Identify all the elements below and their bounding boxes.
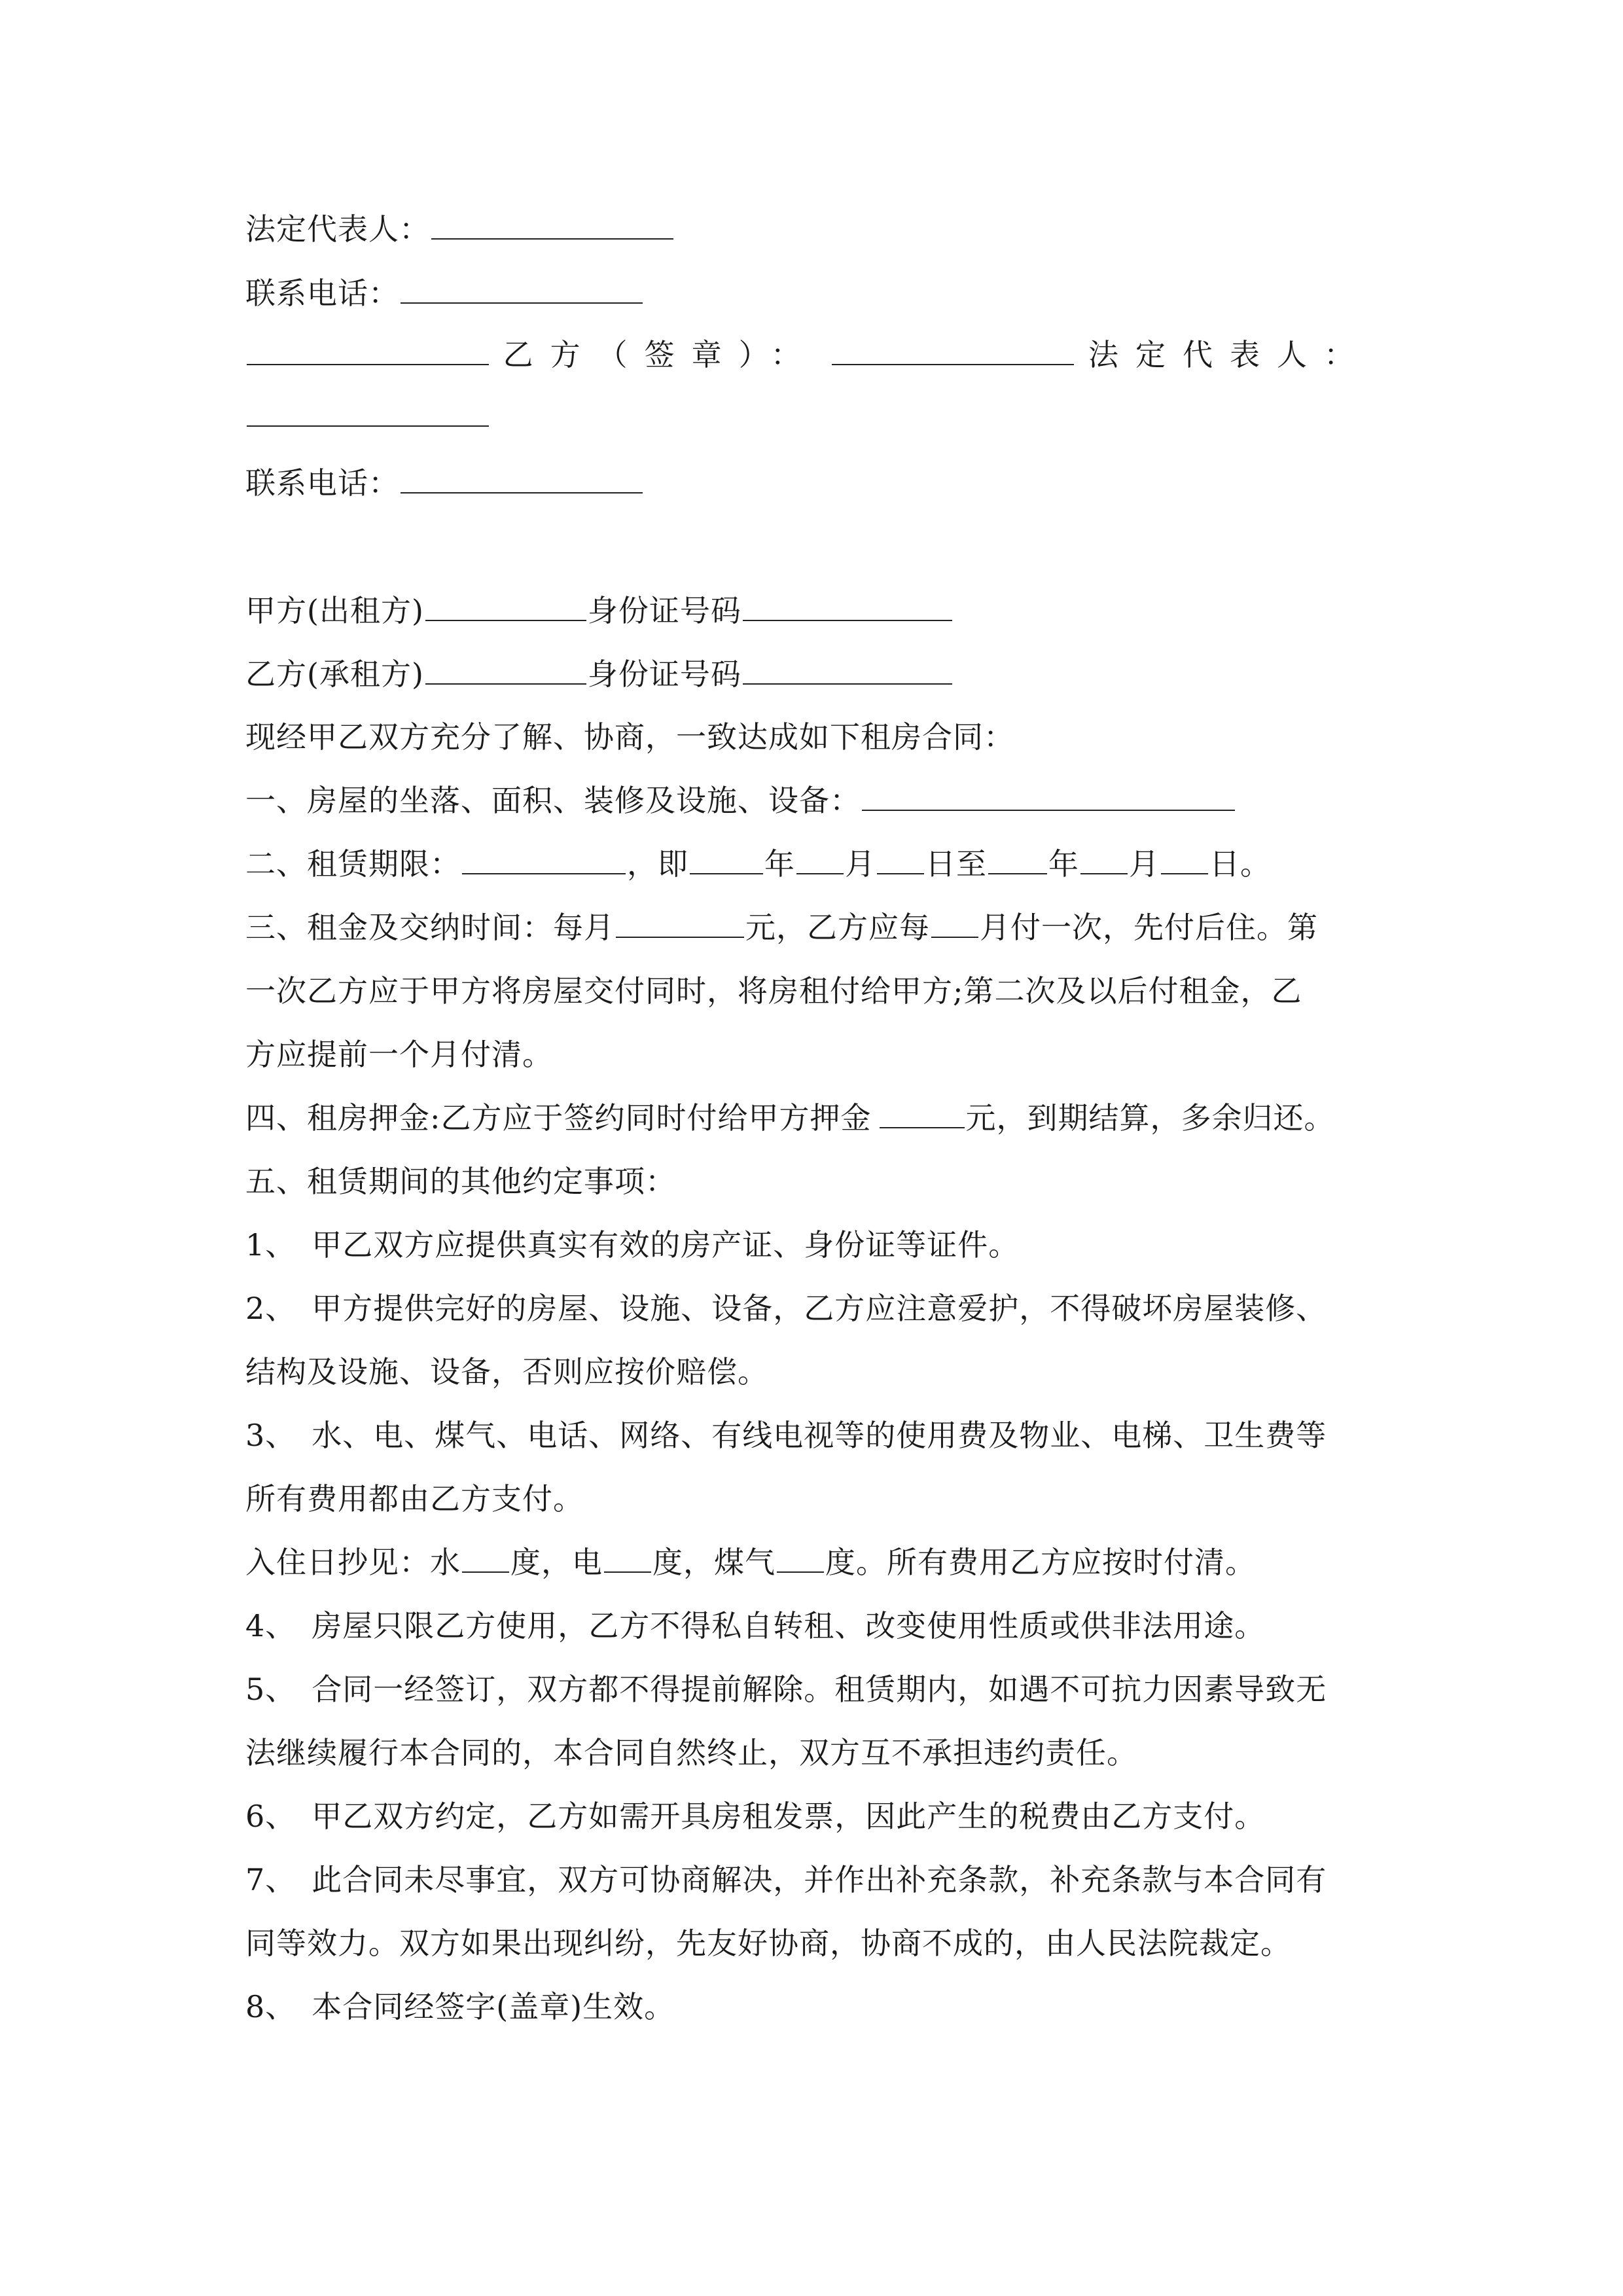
item-5-line-1-text: 5、 合同一经签订，双方都不得提前解除。租赁期内，如遇不可抗力因素导致无 bbox=[245, 1672, 1327, 1707]
clause-4-part-2: 元，到期结算，多余归还。 bbox=[965, 1100, 1335, 1136]
clause-3-part-1: 三、租金及交纳时间：每月 bbox=[245, 910, 615, 945]
phone-blank-1 bbox=[401, 274, 643, 304]
party-b-legal-rep-blank-line bbox=[245, 390, 490, 442]
party-b-legal-rep-blank bbox=[247, 397, 489, 427]
item-5-line-2-text: 法继续履行本合同的，本合同自然终止，双方互不承担违约责任。 bbox=[245, 1735, 1137, 1770]
item-2-line-2-text: 结构及设施、设备，否则应按价赔偿。 bbox=[245, 1354, 768, 1390]
party-b-name-blank bbox=[425, 655, 586, 685]
clause-3-line-3-text: 方应提前一个月付清。 bbox=[245, 1037, 553, 1072]
clause-3-line-2-text: 一次乙方应于甲方将房屋交付同时，将房租付给甲方;第二次及以后付租金，乙 bbox=[245, 973, 1302, 1009]
deposit-blank bbox=[880, 1098, 965, 1128]
clause-4-part-1: 四、租房押金:乙方应于签约同时付给甲方押金 bbox=[245, 1100, 872, 1136]
clause-2-year-2: 年 bbox=[1048, 846, 1079, 882]
item-5-line-1 bbox=[245, 1663, 1327, 1715]
clause-4 bbox=[245, 1092, 1335, 1144]
item-7-line-1-text: 7、 此合同未尽事宜，双方可协商解决，并作出补充条款，补充条款与本合同有 bbox=[245, 1862, 1327, 1897]
item-6-text: 6、 甲乙双方约定，乙方如需开具房租发票，因此产生的税费由乙方支付。 bbox=[245, 1799, 1266, 1834]
water-reading-blank bbox=[462, 1543, 509, 1573]
item-3-line-2-text: 所有费用都由乙方支付。 bbox=[245, 1481, 584, 1516]
clause-3-line-2 bbox=[245, 965, 1302, 1017]
party-a-id-blank bbox=[743, 591, 952, 621]
item-8-text: 8、 本合同经签字(盖章)生效。 bbox=[245, 1989, 675, 2024]
party-a-name-blank bbox=[425, 591, 586, 621]
clause-2-label: 二、租赁期限： bbox=[245, 846, 461, 882]
end-year-blank bbox=[988, 844, 1047, 874]
legal-rep-blank bbox=[431, 209, 673, 240]
meter-part-2: 度，电 bbox=[510, 1545, 603, 1580]
phone-label-2: 联系电话： bbox=[245, 465, 399, 501]
clause-2-year-1: 年 bbox=[764, 846, 795, 882]
clause-5-title bbox=[245, 1155, 676, 1208]
clause-2 bbox=[245, 838, 1271, 890]
item-4-text: 4、 房屋只限乙方使用，乙方不得私自转租、改变使用性质或供非法用途。 bbox=[245, 1608, 1266, 1643]
party-b-seal-label: 乙方（签章）： bbox=[503, 337, 818, 372]
clause-3-part-3: 月付一次，先付后住。第 bbox=[980, 910, 1318, 945]
legal-rep-line bbox=[245, 203, 675, 255]
clause-3-part-2: 元，乙方应每 bbox=[745, 910, 930, 945]
start-month-blank bbox=[796, 844, 844, 874]
clause-2-month-2: 月 bbox=[1129, 846, 1160, 882]
item-2-line-1 bbox=[245, 1282, 1327, 1335]
clause-1 bbox=[245, 774, 1236, 827]
end-day-blank bbox=[1161, 844, 1208, 874]
clause-1-text: 一、房屋的坐落、面积、装修及设施、设备： bbox=[245, 783, 861, 818]
meter-part-1: 入住日抄见：水 bbox=[245, 1545, 461, 1580]
party-b-seal-line bbox=[245, 329, 1371, 381]
item-7-line-2-text: 同等效力。双方如果出现纠纷，先友好协商，协商不成的，由人民法院裁定。 bbox=[245, 1926, 1291, 1961]
end-month-blank bbox=[1080, 844, 1128, 874]
item-6 bbox=[245, 1790, 1265, 1842]
party-b-line bbox=[245, 648, 954, 700]
phone-label-1: 联系电话： bbox=[245, 276, 399, 311]
item-4 bbox=[245, 1600, 1265, 1652]
meter-part-3: 度，煤气 bbox=[652, 1545, 776, 1580]
item-5-line-2 bbox=[245, 1727, 1137, 1779]
party-b-label: 乙方(承租方) bbox=[245, 656, 424, 692]
item-3-line-1 bbox=[245, 1409, 1327, 1462]
party-a-line bbox=[245, 584, 954, 637]
clause-2-day-end: 日。 bbox=[1209, 846, 1271, 882]
phone-blank-2 bbox=[401, 463, 643, 493]
party-b-id-blank bbox=[743, 655, 952, 685]
intro-line bbox=[245, 711, 1014, 763]
item-1-text: 1、 甲乙双方应提供真实有效的房产证、身份证等证件。 bbox=[245, 1227, 1020, 1263]
monthly-rent-blank bbox=[616, 908, 744, 938]
item-7-line-2 bbox=[245, 1917, 1291, 1969]
start-day-blank bbox=[877, 844, 924, 874]
item-8 bbox=[245, 1981, 675, 2033]
item-3-line-2 bbox=[245, 1473, 584, 1525]
party-b-legal-rep-label: 法定代表人： bbox=[1088, 337, 1371, 372]
item-3-line-1-text: 3、 水、电、煤气、电话、网络、有线电视等的使用费及物业、电梯、卫生费等 bbox=[245, 1418, 1327, 1453]
intro-text: 现经甲乙双方充分了解、协商，一致达成如下租房合同： bbox=[245, 719, 1014, 755]
party-a-sign-blank bbox=[247, 335, 489, 365]
item-7-line-1 bbox=[245, 1854, 1327, 1906]
party-b-seal-blank bbox=[832, 335, 1074, 365]
meter-part-4: 度。所有费用乙方应按时付清。 bbox=[825, 1545, 1256, 1580]
clause-1-blank bbox=[862, 781, 1235, 811]
party-a-label: 甲方(出租方) bbox=[245, 593, 424, 628]
party-a-id-label: 身份证号码 bbox=[587, 593, 741, 628]
payment-interval-blank bbox=[931, 908, 978, 938]
meter-reading-line bbox=[245, 1536, 1256, 1588]
clause-2-ji: ，即 bbox=[627, 846, 688, 882]
phone-line-1 bbox=[245, 267, 644, 319]
clause-3-line-3 bbox=[245, 1028, 553, 1081]
electricity-reading-blank bbox=[604, 1543, 651, 1573]
lease-term-blank bbox=[462, 844, 626, 874]
item-1 bbox=[245, 1219, 1019, 1271]
clause-2-day-to: 日至 bbox=[925, 846, 987, 882]
item-2-line-1-text: 2、 甲方提供完好的房屋、设施、设备，乙方应注意爱护，不得破坏房屋装修、 bbox=[245, 1291, 1327, 1326]
item-2-line-2 bbox=[245, 1346, 768, 1398]
clause-3-line-1 bbox=[245, 901, 1318, 954]
clause-5-title-text: 五、租赁期间的其他约定事项： bbox=[245, 1164, 676, 1199]
clause-2-month-1: 月 bbox=[845, 846, 876, 882]
start-year-blank bbox=[690, 844, 763, 874]
phone-line-2 bbox=[245, 457, 644, 509]
party-b-id-label: 身份证号码 bbox=[587, 656, 741, 692]
gas-reading-blank bbox=[777, 1543, 824, 1573]
legal-rep-label: 法定代表人： bbox=[245, 211, 430, 247]
